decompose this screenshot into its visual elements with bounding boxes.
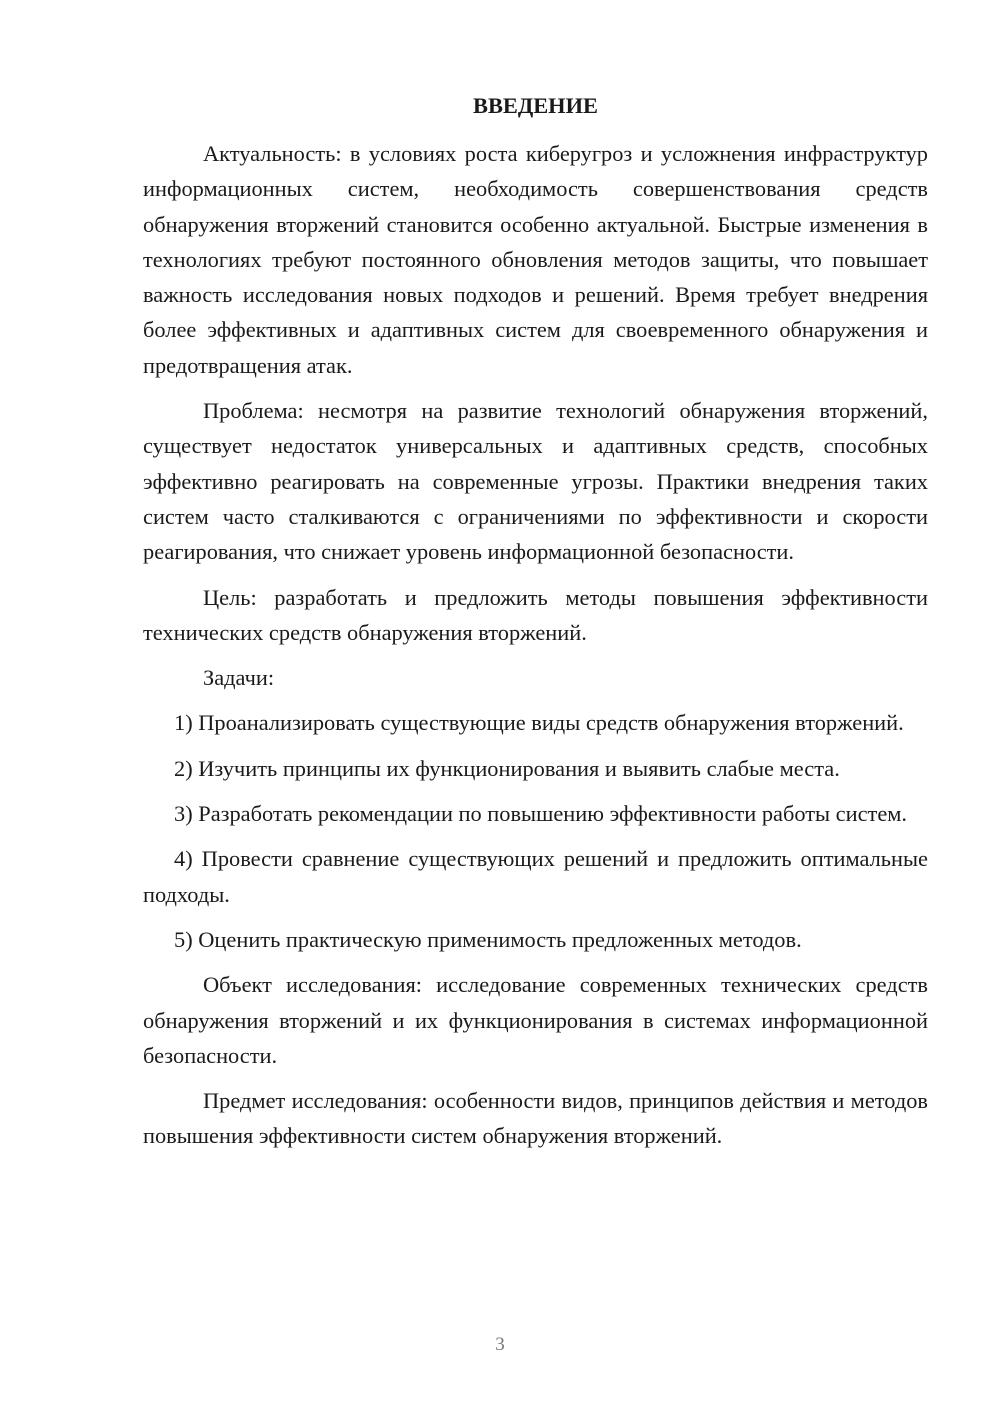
paragraph-goal: Цель: разработать и предложить методы повышения эффективности технических средств обнаружения вторжений. <box>143 584 928 645</box>
task-item: 5) Оценить практическую применимость предложенных методов. <box>174 926 802 952</box>
paragraph-relevance: Актуальность: в условиях роста киберугроз и усложнения инфраструктур информационных систем, необходимость совершенствования средств обнаружения вторжений становится особенно актуальной. Быстрые изменения в технологиях требуют постоянного обновления методов защиты, что повышает важность исследования новых подходов и решений. Время требует внедрения более эффективных и адаптивных систем для своевременного обнаружения и предотвращения атак. <box>143 141 928 378</box>
paragraph-tasks-heading: Задачи: <box>203 665 275 691</box>
task-item: 3) Разработать рекомендации по повышению эффективности работы систем. <box>174 801 908 827</box>
page-number: 3 <box>495 1334 505 1355</box>
paragraph-subject: Предмет исследования: особенности видов, принципов действия и методов повышения эффективности систем обнаружения вторжений. <box>143 1088 928 1149</box>
task-item: 4) Провести сравнение существующих решений и предложить оптимальные подходы. <box>143 846 928 907</box>
task-item: 2) Изучить принципы их функционирования и выявить слабые места. <box>174 755 840 781</box>
page-title: ВВЕДЕНИЕ <box>473 93 598 118</box>
paragraph-problem: Проблема: несмотря на развитие технологий обнаружения вторжений, существует недостаток универсальных и адаптивных средств, способных эффективно реагировать на современные угрозы. Практики внедрения таких систем часто сталкиваются с ограничениями по эффективности и скорости реагирования, что снижает уровень информационной безопасности. <box>143 398 928 565</box>
paragraph-object: Объект исследования: исследование современных технических средств обнаружения вторжений и их функционирования в системах информационной безопасности. <box>143 972 928 1068</box>
task-item: 1) Проанализировать существующие виды средств обнаружения вторжений. <box>174 710 904 736</box>
document-page <box>143 88 928 1164</box>
